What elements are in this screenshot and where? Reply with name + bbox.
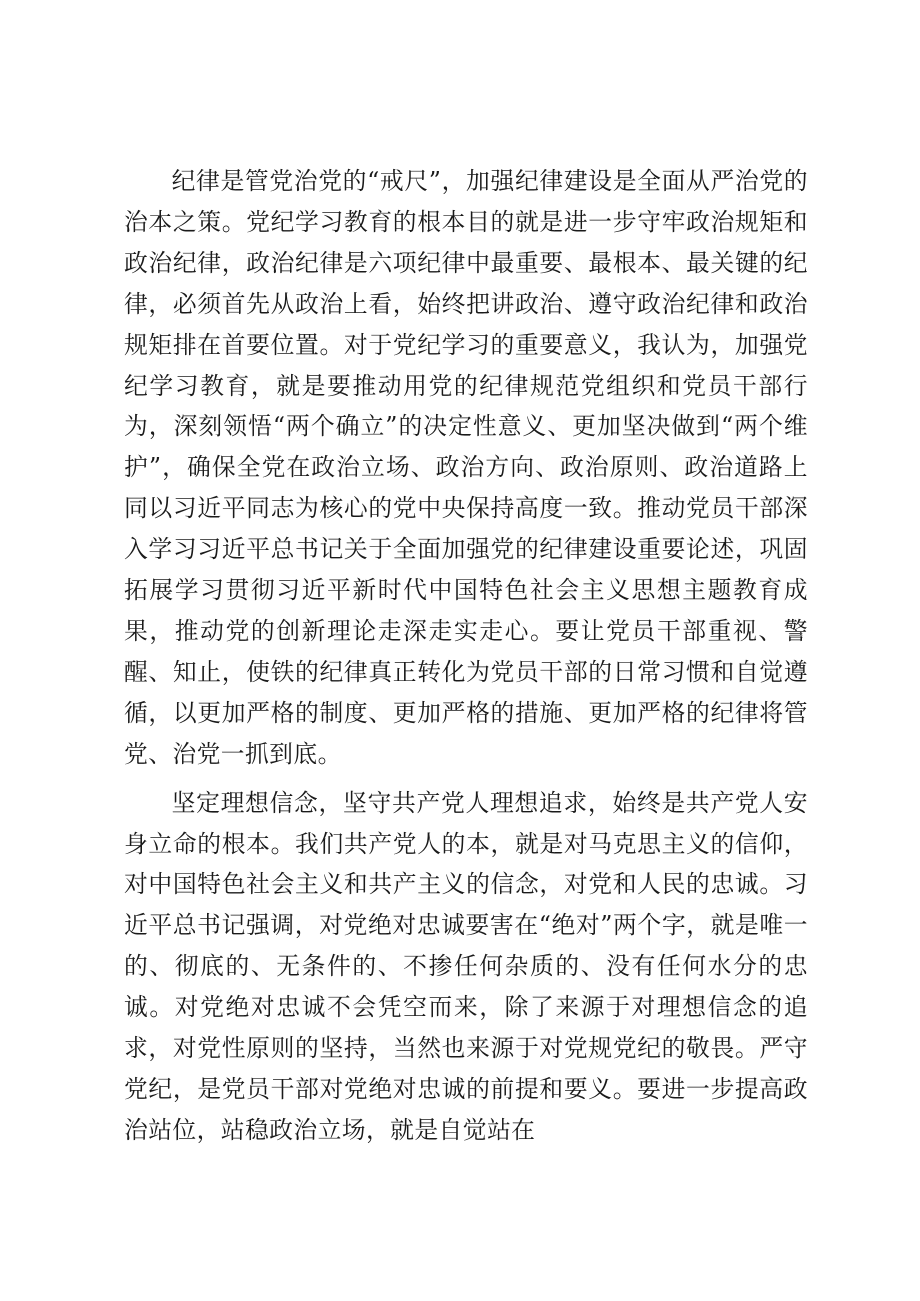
document-body (124, 161, 808, 1159)
paragraph-ideals: 坚定理想信念，坚守共产党人理想追求，始终是共产党人安身立命的根本。我们共产党人的本，就是对马克思主义的信仰，对中国特色社会主义和共产主义的信念，对党和人民的忠诚。习近平总书记强调，对党绝对忠诚要害在“绝对”两个字，就是唯一的、彻底的、无条件的、不掺任何杂质的、没有任何水分的忠诚。对党绝对忠诚不会凭空而来，除了来源于对理想信念的追求，对党性原则的坚持，当然也来源于对党规党纪的敬畏。严守党纪，是党员干部对党绝对忠诚的前提和要义。要进一步提高政治站位，站稳政治立场，就是自觉站在 (124, 788, 808, 1144)
paragraph-discipline: 纪律是管党治党的“戒尺”，加强纪律建设是全面从严治党的治本之策。党纪学习教育的根本目的就是进一步守牢政治规矩和政治纪律，政治纪律是六项纪律中最重要、最根本、最关键的纪律，必须首先从政治上看，始终把讲政治、遵守政治纪律和政治规矩排在首要位置。对于党纪学习的重要意义，我认为，加强党纪学习教育，就是要推动用党的纪律规范党组织和党员干部行为，深刻领悟“两个确立”的决定性意义、更加坚决做到“两个维护”，确保全党在政治立场、政治方向、政治原则、政治道路上同以习近平同志为核心的党中央保持高度一致。推动党员干部深入学习习近平总书记关于全面加强党的纪律建设重要论述，巩固拓展学习贯彻习近平新时代中国特色社会主义思想主题教育成果，推动党的创新理论走深走实走心。要让党员干部重视、警醒、知止，使铁的纪律真正转化为党员干部的日常习惯和自觉遵循，以更加严格的制度、更加严格的措施、更加严格的纪律将管党、治党一抓到底。 (124, 167, 808, 768)
